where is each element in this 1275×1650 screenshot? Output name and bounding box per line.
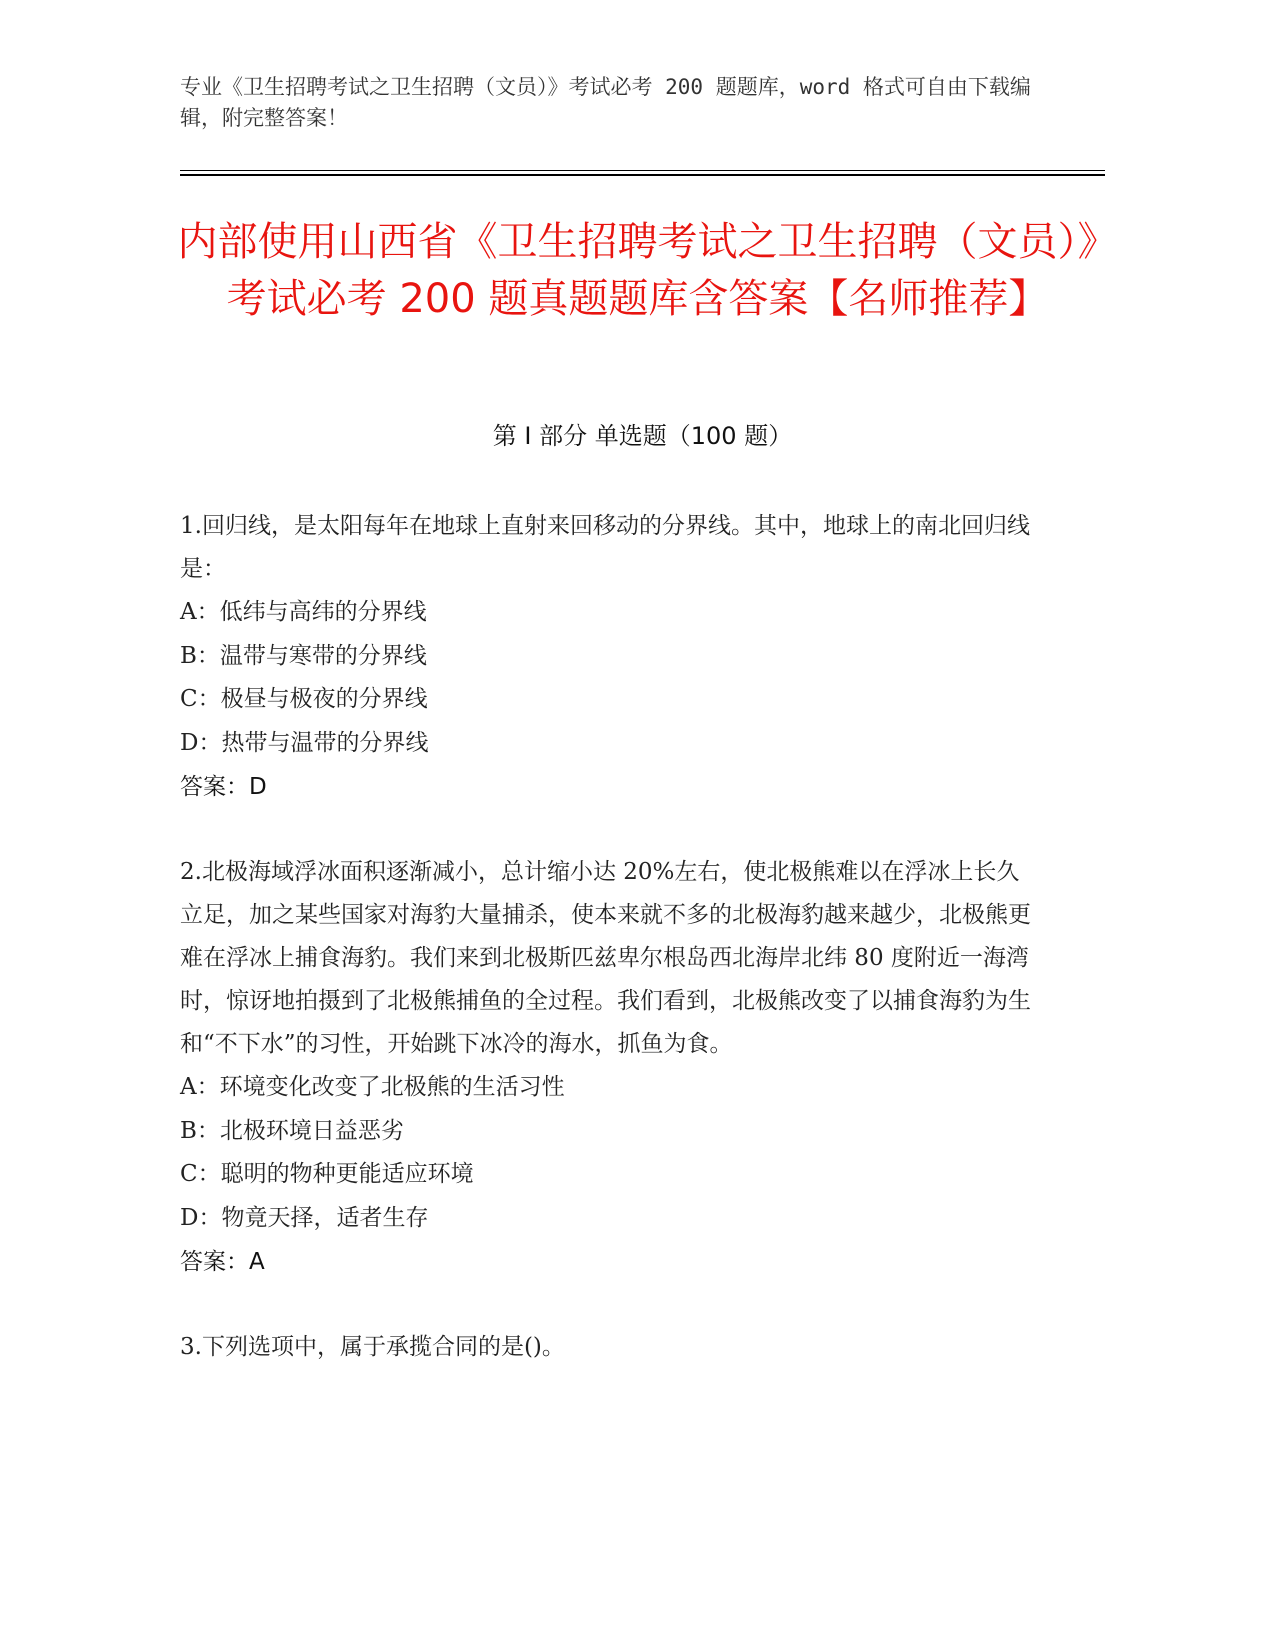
- header-note: 专业《卫生招聘考试之卫生招聘（文员）》考试必考 200 题题库，word 格式可自由下载编辑，附完整答案！: [180, 75, 1031, 130]
- option-c: C：聪明的物种更能适应环境: [180, 1161, 474, 1187]
- header-divider: [180, 170, 1105, 176]
- option-b: B：北极环境日益恶劣: [180, 1117, 404, 1144]
- option-d: D：热带与温带的分界线: [180, 729, 429, 756]
- document-title: 内部使用山西省《卫生招聘考试之卫生招聘（文员）》考试必考 200 题真题题库含答案【名师推荐】: [177, 219, 1098, 322]
- option-a: A：低纬与高纬的分界线: [180, 599, 427, 625]
- answer: 答案：A: [180, 1249, 265, 1275]
- question-stem: 1.回归线，是太阳每年在地球上直射来回移动的分界线。其中，地球上的南北回归线是：: [180, 513, 1030, 582]
- option-c: C：极昼与极夜的分界线: [180, 686, 428, 712]
- divider-line-thick: [180, 174, 1105, 176]
- question-1: [180, 505, 1040, 809]
- option-a: A：环境变化改变了北极熊的生活习性: [180, 1074, 565, 1100]
- question-3: [180, 1326, 1040, 1369]
- section-title: 第 I 部分 单选题（100 题）: [492, 422, 793, 450]
- divider-line-thin: [180, 170, 1105, 171]
- answer: 答案：D: [180, 774, 267, 800]
- question-stem: 3.下列选项中，属于承揽合同的是()。: [180, 1334, 565, 1360]
- option-d: D：物竟天择，适者生存: [180, 1204, 429, 1231]
- question-list: [180, 505, 1040, 1411]
- question-2: [180, 851, 1040, 1284]
- question-stem: 2.北极海域浮冰面积逐渐减小，总计缩小达 20%左右，使北极熊难以在浮冰上长久立足，加之某些国家对海豹大量捕杀，使本来就不多的北极海豹越来越少，北极熊更难在浮冰上捕食海豹。我们来到北极斯匹兹卑尔根岛西北海岸北纬 80 度附近一海湾时，惊讶地拍摄到了北极熊捕鱼的全过程。我们看到，北极熊改变了以捕食海豹为生和“不下水”的习性，开始跳下冰冷的海水，抓鱼为食。: [180, 859, 1031, 1057]
- option-b: B：温带与寒带的分界线: [180, 642, 427, 669]
